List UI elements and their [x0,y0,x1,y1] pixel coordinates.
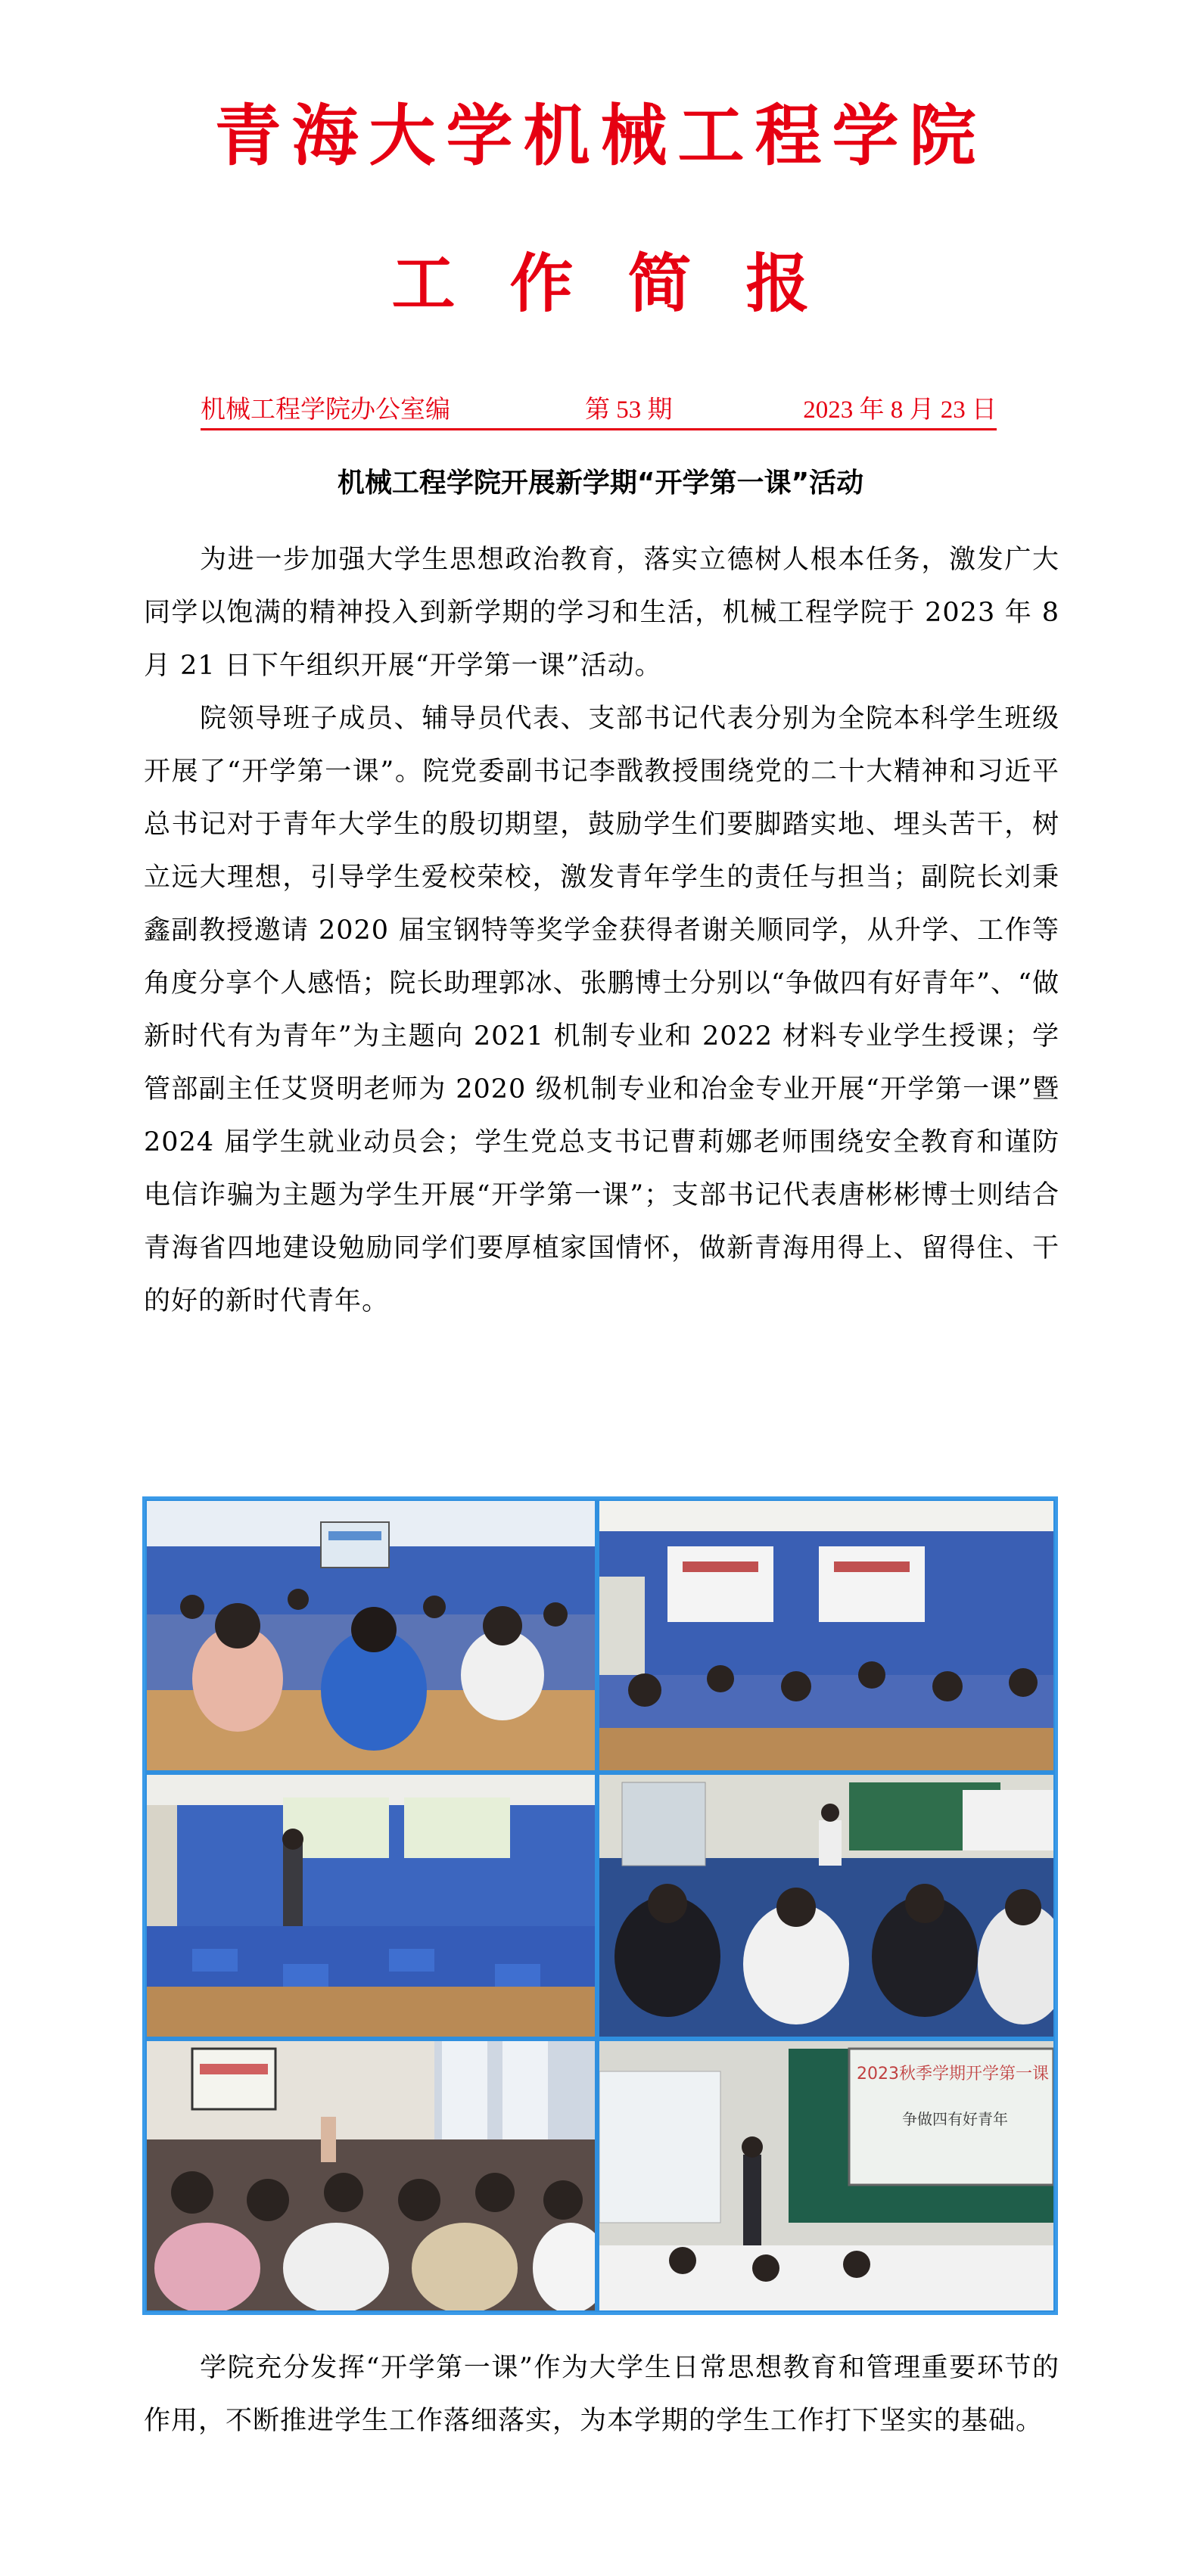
article-paragraph-2: 院领导班子成员、辅导员代表、支部书记代表分别为全院本科学生班级开展了“开学第一课”。院党委副书记李戬教授围绕党的二十大精神和习近平总书记对于青年大学生的殷切期望，鼓励学生们要脚踏实地、埋头苦干，树立远大理想，引导学生爱校荣校，激发青年学生的责任与担当；副院长刘秉鑫副教授邀请 2020 届宝钢特等奖学金获得者谢关顺同学，从升学、工作等角度分享个人感悟；院长助理郭冰、张鹏博士分别以“争做四有好青年”、“做新时代有为青年”为主题向 2021 机制专业和 2022 材料专业学生授课；学管部副主任艾贤明老师为 2020 级机制专业和冶金专业开展“开学第一课”暨 2024 届学生就业动员会；学生党总支书记曹莉娜老师围绕安全教育和谨防电信诈骗为主题为学生开展“开学第一课”；支部书记代表唐彬彬博士则结合青海省四地建设勉励同学们要厚植家国情怀，做新青海用得上、留得住、干的好的新时代青年。 [144,704,1059,1316]
photo-classroom-3 [147,1775,595,2037]
masthead-subtitle: 工作简报 [391,246,864,321]
issue-editor: 机械工程学院办公室编 [201,396,450,424]
photo-classroom-5 [147,2041,595,2310]
photo-classroom-4 [599,1775,1053,2037]
screen-title-6: 2023秋季学期开学第一课 [857,2065,1049,2083]
photo-classroom-1 [147,1501,595,1770]
article-title: 机械工程学院开展新学期“开学第一课”活动 [337,468,864,499]
masthead-title: 青海大学机械工程学院 [214,96,987,175]
article-paragraph-1: 为进一步加强大学生思想政治教育，落实立德树人根本任务，激发广大同学以饱满的精神投入到新学期的学习和生活，机械工程学院于 2023 年 8 月 21 日下午组织开展“开学第一课”活动。 [144,545,1059,681]
issue-number: 第 53 期 [585,396,673,424]
screen-sub-6: 争做四有好青年 [902,2110,1008,2128]
photo-collage [142,1496,1058,2315]
article-paragraph-3: 学院充分发挥“开学第一课”作为大学生日常思想教育和管理重要环节的作用，不断推进学生工作落细落实，为本学期的学生工作打下坚实的基础。 [144,2353,1059,2436]
issue-date: 2023 年 8 月 23 日 [803,396,997,424]
photo-classroom-2 [599,1501,1053,1770]
issue-line [201,392,997,430]
photo-classroom-6 [599,2041,1053,2310]
